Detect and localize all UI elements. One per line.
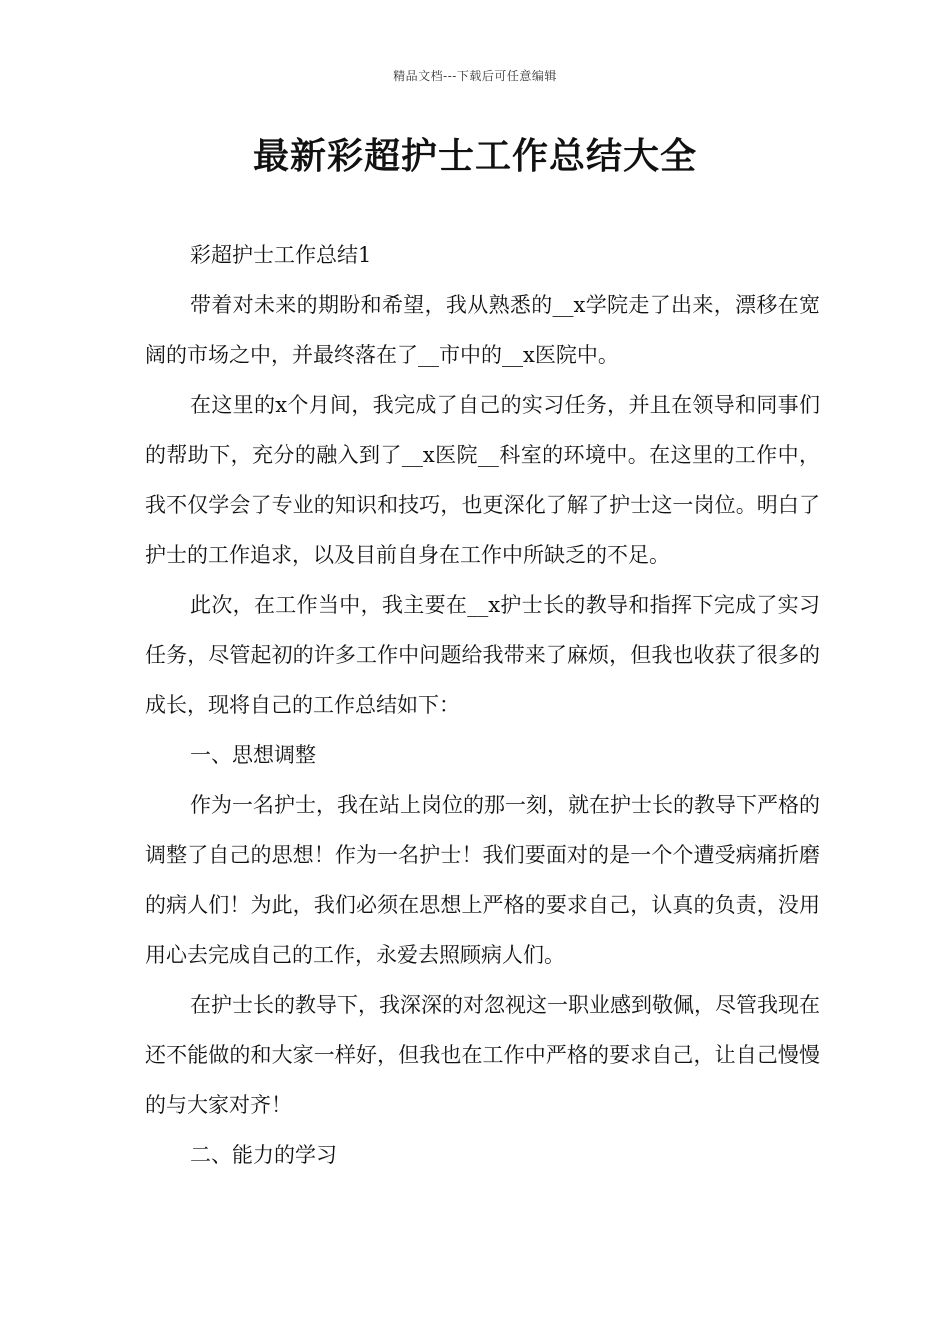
paragraph: 带着对未来的期盼和希望，我从熟悉的__x学院走了出来，漂移在宽阔的市场之中，并最终落在了__市中的__x医院中。 (145, 293, 820, 367)
paragraph: 在护士长的教导下，我深深的对忽视这一职业感到敬佩，尽管我现在还不能做的和大家一样好，但我也在工作中严格的要求自己，让自己慢慢的与大家对齐！ (145, 993, 820, 1117)
paragraph: 作为一名护士，我在站上岗位的那一刻，就在护士长的教导下严格的调整了自己的思想！作为一名护士！我们要面对的是一个个遭受病痛折磨的病人们！为此，我们必须在思想上严格的要求自己，认真的负责，没用用心去完成自己的工作，永爱去照顾病人们。 (145, 793, 820, 967)
document-title: 最新彩超护士工作总结大全 (252, 136, 697, 177)
paragraph: 此次，在工作当中，我主要在__x护士长的教导和指挥下完成了实习任务，尽管起初的许多工作中问题给我带来了麻烦，但我也收获了很多的成长，现将自己的工作总结如下： (145, 593, 820, 717)
document-body (145, 230, 820, 1180)
header-note: 精品文档---下载后可任意编辑 (393, 69, 557, 83)
section-heading: 一、思想调整 (190, 743, 316, 767)
section-heading: 彩超护士工作总结1 (190, 243, 372, 267)
section-heading: 二、能力的学习 (190, 1143, 337, 1167)
paragraph: 在这里的x个月间，我完成了自己的实习任务，并且在领导和同事们的帮助下，充分的融入到了__x医院__科室的环境中。在这里的工作中，我不仅学会了专业的知识和技巧，也更深化了解了护士这一岗位。明白了护士的工作追求，以及目前自身在工作中所缺乏的不足。 (145, 393, 820, 567)
